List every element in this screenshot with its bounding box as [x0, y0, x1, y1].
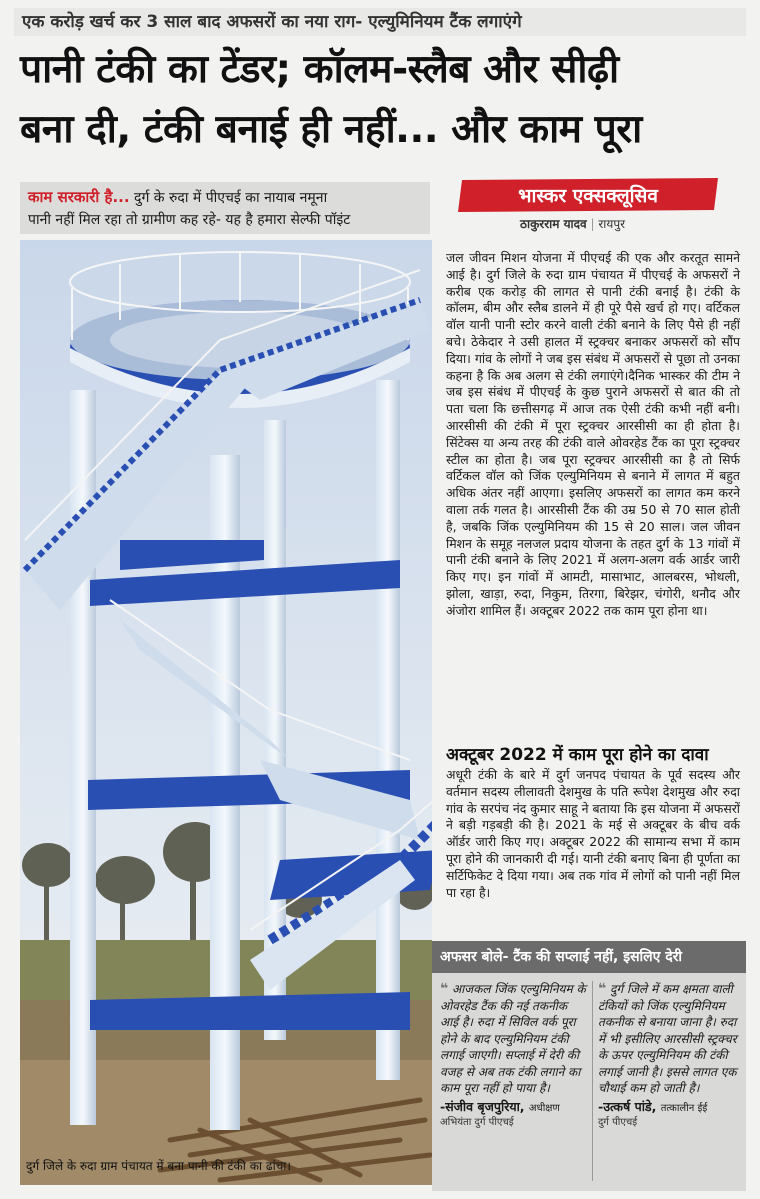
article-body-2: अधूरी टंकी के बारे में दुर्ग जनपद पंचायत के पूर्व सदस्य और वर्तमान सदस्य लीलावती देशमुख के पति रूपेश देशमुख और रुदा गांव के सरपंच नंद कुमार साहू ने बताया कि इस योजना में अफसरों ने बड़ी गड़बड़ी की है। 2021 के मई से अक्टूबर के बीच वर्क ऑर्डर जारी किए गए। अक्टूबर 2022 की सामान्य सभा में काम पूरा होने की जानकारी दी गई। यानी टंकी बनाए बिना ही पूर्णता का सर्टिफिकेट दे दिया गया। अब तक गांव में लोगों को पानी नहीं मिल पा रहा है।	[446, 767, 740, 900]
quote-1-author: -संजीव बृजपुरिया,	[440, 1098, 525, 1114]
quote-2-role-a: तत्कालीन ईई	[660, 1102, 708, 1114]
headline	[20, 40, 740, 160]
photo-subhead	[20, 182, 430, 234]
headline-line-1: पानी टंकी का टेंडर; कॉलम-स्लैब और सीढ़ी	[20, 47, 619, 92]
photo-caption: दुर्ग जिले के रुदा ग्राम पंचायत में बना पानी की टंकी का ढांचा।	[26, 1159, 291, 1173]
quote-1-role-b: अभियंता दुर्ग पीएचई	[440, 1117, 514, 1128]
quote-column-2	[598, 981, 746, 1132]
subhead-lead-rest: दुर्ग के रुदा में पीएचई का नायाब नमूना	[129, 190, 328, 206]
brand-label: भास्कर एक्सक्लूसिव	[518, 185, 658, 207]
subhead-red-lead: काम सरकारी है...	[28, 188, 130, 206]
byline-place: रायपुर	[598, 217, 626, 231]
quote-divider	[592, 981, 593, 1181]
quote-2-role-b: दुर्ग पीएचई	[598, 1117, 638, 1128]
officials-quote-box	[432, 941, 746, 1191]
quote-mark-icon: ❝	[598, 981, 607, 997]
quote-column-1	[440, 981, 588, 1132]
kicker-strap: एक करोड़ खर्च कर 3 साल बाद अफसरों का नया राग- एल्युमिनियम टैंक लगाएंगे	[14, 8, 746, 36]
quote-2-text: दुर्ग जिले में कम क्षमता वाली टंकियों को जिंक एल्युमिनियम तकनीक से बनाया जाना है। रुदा में भी इसीलिए आरसीसी स्ट्रक्चर के ऊपर एल्युमिनियम की टंकी लगाई जानी है। इससे लागत एक चौथाई कम हो जाती है।	[598, 982, 737, 1095]
water-tank-photo	[20, 240, 432, 1185]
section-2-heading: अक्टूबर 2022 में काम पूरा होने का दावा	[446, 745, 709, 765]
article-body-1: जल जीवन मिशन योजना में पीएचई की एक और करतूत सामने आई है। दुर्ग जिले के रुदा ग्राम पंचायत में पीएचई के अफसरों ने करीब एक करोड़ की लागत से पानी टंकी बनाई है। टंकी के कॉलम, बीम और स्लैब डालने में ही पूरे पैसे खर्च हो गए। वर्टिकल वॉल यानी पानी स्टोर करने वाली टंकी बनाने के लिए पैसे ही नहीं बचे। ठेकेदार ने उसी हालत में स्ट्रक्चर बनाकर अफसरों को सौंप दिया। गांव के लोगों ने जब इस संबंध में अफसरों से पूछा तो उनका कहना है कि अब अलग से टंकी लगाएंगे।दैनिक भास्कर की टीम ने जब इस संबंध में पीएचई के कुछ पुराने अफसरों से बात की तो पता चला कि छत्तीसगढ़ में आज तक ऐसी टंकी कभी नहीं बनी। आरसीसी की टंकी में पूरा स्ट्रक्चर आरसीसी का ही होता है। सिंटेक्स या अन्य तरह की टंकी वाले ओवरहेड टैंक का पूरा स्ट्रक्चर स्टील का होता है। जब पूरा स्ट्रक्चर आरसीसी का है तो सिर्फ वर्टिकल वॉल को जिंक एल्युमिनियम से बनाने में लागत में बहुत अधिक अंतर नहीं आएगा। इसलिए अफसरों का लागत कम करने वाला तर्क गलत है। आरसीसी टैंक की उम्र 50 से 70 साल होती है, जबकि जिंक एल्युमिनियम की 15 से 20 साल। जल जीवन मिशन के समूह नलजल प्रदाय योजना के तहत दुर्ग के 13 गांवों में पानी टंकी बनाने के लिए 2021 में अलग-अलग वर्क आर्डर जारी किए गए। इन गांवों में आमटी, मासाभाट, आलबरस, भोथली, झोला, खाड़ा, रुदा, निकुम, तिरगा, बिरेझर, चंगोरी, थनौद और अंजोरा शामिल हैं। अक्टूबर 2022 तक काम पूरा होना था।	[446, 250, 741, 618]
quote-1-text: आजकल जिंक एल्युमिनियम के ओवरहेड टैंक की नई तकनीक आई है। रुदा में सिविल वर्क पूरा होने के बाद एल्युमिनियम टंकी लगाई जाएगी। सप्लाई में देरी की वजह से अब तक टंकी लगाने का काम पूरा नहीं हो पाया है।	[440, 982, 586, 1095]
quote-2-author: -उत्कर्ष पांडे,	[598, 1098, 657, 1114]
quote-mark-icon: ❝	[440, 981, 449, 997]
byline-separator: |	[590, 217, 599, 231]
headline-line-2: बना दी, टंकी बनाई ही नहीं... और काम पूरा	[20, 107, 642, 152]
byline	[520, 215, 625, 232]
subhead-line-2: पानी नहीं मिल रहा तो ग्रामीण कह रहे- यह है हमारा सेल्फी पॉइंट	[28, 212, 351, 228]
bhaskar-exclusive-badge	[456, 176, 726, 214]
byline-author: ठाकुरराम यादव	[520, 217, 587, 231]
quote-1-role-a: अधीक्षण	[528, 1102, 560, 1114]
quote-box-heading: अफसर बोले- टैंक की सप्लाई नहीं, इसलिए देरी	[432, 941, 746, 973]
